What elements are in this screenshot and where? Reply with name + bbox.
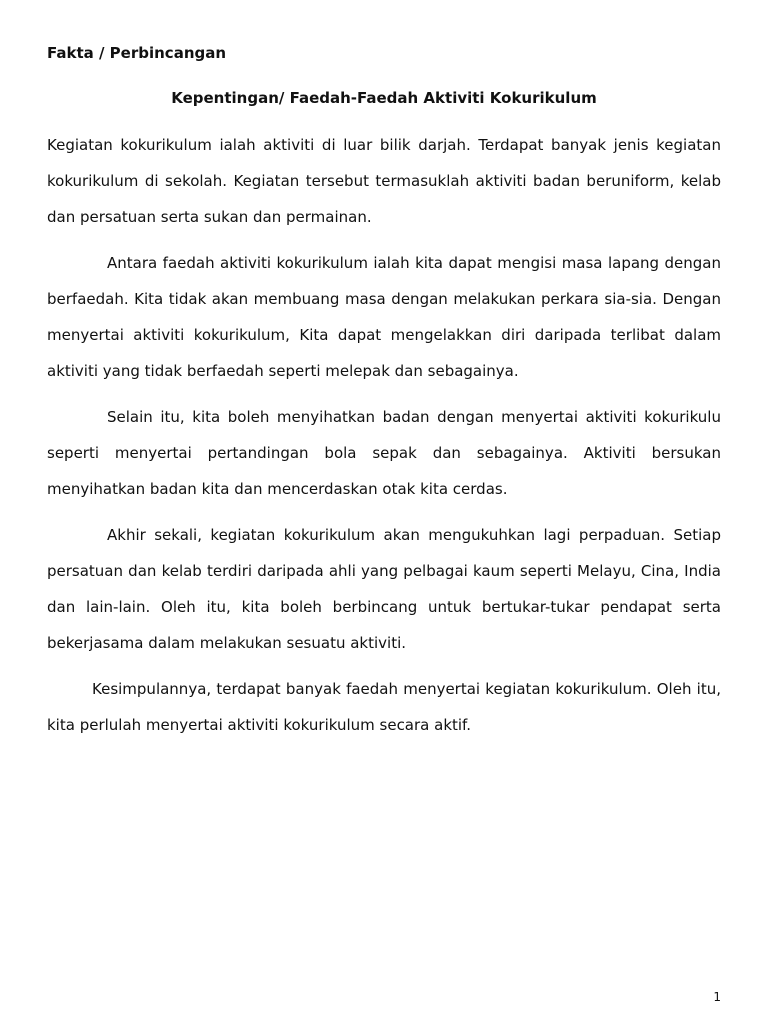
paragraph-benefit-unity: Akhir sekali, kegiatan kokurikulum akan mengukuhkan lagi perpaduan. Setiap persatuan dan kelab terdiri daripada ahli yang pelbagai kaum seperti Melayu, Cina, India dan lain-lain. Oleh itu, kita boleh berbincang untuk bertukar-tukar pendapat serta bekerjasama dalam melakukan sesuatu aktiviti. — [47, 526, 721, 652]
paragraph-benefit-leisure: Antara faedah aktiviti kokurikulum ialah kita dapat mengisi masa lapang dengan berfaedah. Kita tidak akan membuang masa dengan melakukan perkara sia-sia. Dengan menyertai aktiviti kokurikulum, Kita dapat mengelakkan diri daripada terlibat dalam aktiviti yang tidak berfaedah seperti melepak dan sebagainya. — [47, 254, 721, 380]
document-title: Kepentingan/ Faedah-Faedah Aktiviti Kokurikulum — [171, 88, 597, 107]
paragraph-benefit-health: Selain itu, kita boleh menyihatkan badan dengan menyertai aktiviti kokurikulu seperti menyertai pertandingan bola sepak dan sebagainya. Aktiviti bersukan menyihatkan badan kita dan mencerdaskan otak kita cerdas. — [47, 408, 721, 498]
page-number: 1 — [713, 990, 721, 1004]
document-page — [47, 44, 721, 753]
paragraph-conclusion: Kesimpulannya, terdapat banyak faedah menyertai kegiatan kokurikulum. Oleh itu, kita perlulah menyertai aktiviti kokurikulum secara aktif. — [47, 680, 721, 734]
section-label: Fakta / Perbincangan — [47, 44, 227, 62]
paragraph-intro: Kegiatan kokurikulum ialah aktiviti di luar bilik darjah. Terdapat banyak jenis kegiatan kokurikulum di sekolah. Kegiatan tersebut termasuklah aktiviti badan beruniform, kelab dan persatuan serta sukan dan permainan. — [47, 136, 721, 226]
